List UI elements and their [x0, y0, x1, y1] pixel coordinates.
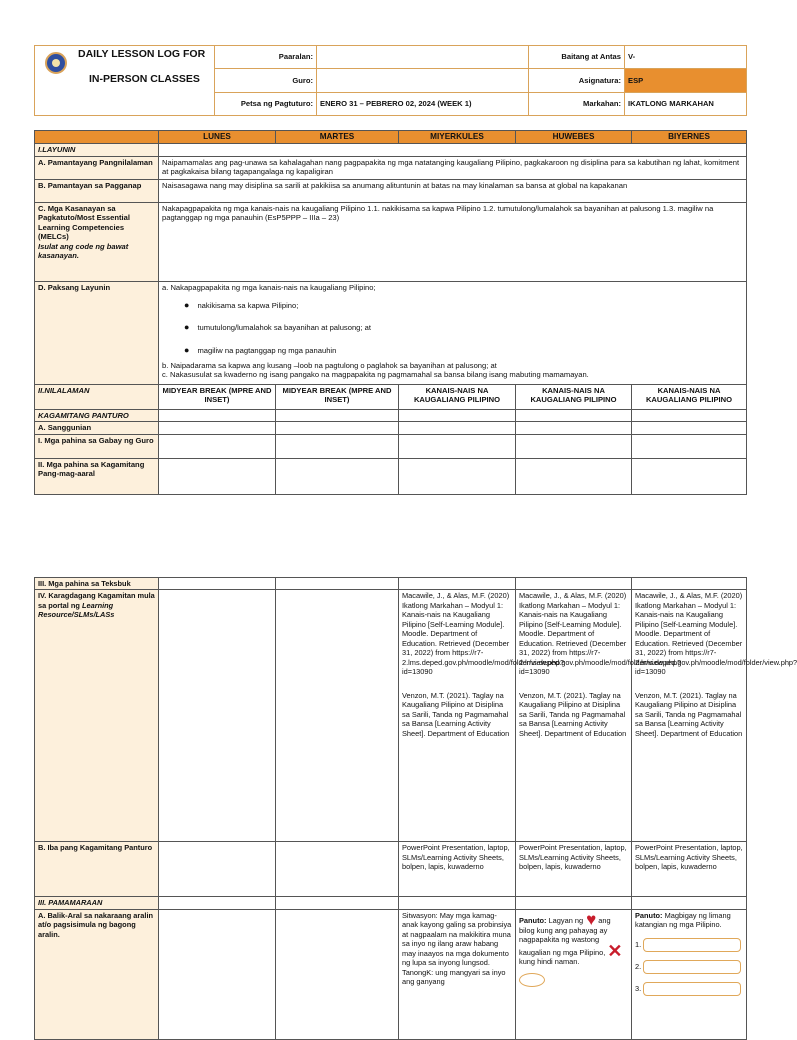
reference-2: Venzon, M.T. (2021). Taglay na Kaugaliang Pilipino at Disiplina sa Sarili, Tanda ng Pagmamahal sa Bansa [Learning Activity Sheet]. Department of Education [635, 690, 743, 738]
reference-2: Venzon, M.T. (2021). Taglay na Kaugaliang Pilipino at Disiplina sa Sarili, Tanda ng Pagmamahal sa Bansa [Learning Activity Sheet]. Department of Education [402, 690, 510, 738]
item-1-label: 1. [635, 939, 642, 949]
empty-cell[interactable] [159, 842, 276, 897]
karagdagang-kagamitan-label [35, 590, 159, 842]
day-header-lunes: LUNES [159, 131, 276, 144]
lesson-log-table-continued [34, 577, 797, 1040]
empty-cell[interactable] [276, 434, 399, 458]
melc-note: Isulat ang code ng bawat kasanayan. [38, 241, 129, 261]
paksang-bullet-2: ● tumutulong/lumalahok sa bayanihan at palusong; at [184, 322, 743, 333]
empty-cell [276, 409, 399, 421]
empty-cell [516, 409, 632, 421]
empty-cell[interactable] [516, 434, 632, 458]
references-huwebes[interactable] [516, 590, 682, 842]
petsa-value[interactable]: ENERO 31 – PEBRERO 02, 2024 (WEEK 1) [317, 93, 529, 116]
nilalaman-biyernes[interactable]: KANAIS-NAIS NA KAUGALIANG PILIPINO [632, 384, 747, 409]
empty-cell [399, 409, 516, 421]
empty-cell[interactable] [399, 434, 516, 458]
kagamitang-panturo-heading: KAGAMITANG PANTURO [35, 409, 159, 421]
iba-kagamitan-biyernes[interactable]: PowerPoint Presentation, laptop, SLMs/Learning Activity Sheets, bolpen, lapis, kuwaderno [632, 842, 747, 897]
paksang-layunin-a: a. Nakapagpapakita ng mga kanais-nais na kaugaliang Pilipino; [162, 282, 376, 292]
empty-cell[interactable] [516, 578, 632, 590]
paksang-layunin-c: c. Nakasusulat sa kwaderno ng isang pangako na magpapakita ng pagmamahal sa bansa bilang isang mabuting mamamayan. [162, 370, 589, 380]
lesson-log-table [34, 130, 747, 495]
title-line-2: IN-PERSON CLASSES [89, 73, 200, 85]
pamantayan-sa-pagganap-text[interactable]: Naisasagawa nang may disiplina sa sarili at pakikiisa sa anumang alituntunin at batas na may kinalaman sa bansa at global na kapakanan [159, 179, 747, 202]
empty-cell[interactable] [276, 590, 399, 842]
empty-cell[interactable] [276, 458, 399, 494]
empty-cell[interactable] [159, 458, 276, 494]
empty-cell[interactable] [276, 578, 399, 590]
item-2-label: 2. [635, 961, 642, 971]
asignatura-label: Asignatura: [529, 69, 625, 93]
petsa-label: Petsa ng Pagtuturo: [215, 93, 317, 116]
header-title-cell [35, 46, 215, 116]
reference-1: Macawile, J., & Alas, M.F. (2020) Ikatlong Markahan – Modyul 1: Kanais-nais na Kaugaliang Pilipino [Self-Learning Module]. Moodle. Department of Education. Retrieved (December 31, 2022) from https://r7-2.lms.deped.gov.ph/moodle/mod/folder/view.php?id=13090 [635, 591, 797, 677]
empty-cell[interactable] [399, 578, 516, 590]
day-header-martes: MARTES [276, 131, 399, 144]
layunin-heading-span [159, 144, 747, 156]
empty-cell [516, 897, 632, 909]
empty-cell[interactable] [516, 458, 632, 494]
paksang-layunin-b: b. Naipadarama sa kapwa ang kusang –loob na pagtulong o paglahok sa bayanihan at palusong; at [162, 360, 497, 370]
day-header-miyerkules: MIYERKULES [399, 131, 516, 144]
references-miyerkules[interactable] [399, 590, 565, 842]
karagdagang-label-a: IV. Karagdagang Kagamitan mula sa portal ng [38, 591, 155, 610]
header-table [34, 45, 747, 116]
day-header-huwebes: HUWEBES [516, 131, 632, 144]
empty-cell[interactable] [399, 422, 516, 434]
empty-cell[interactable] [276, 909, 399, 1039]
melc-text[interactable]: Nakapagpapakita ng mga kanais-nais na kaugaliang Pilipino 1.1. nakikisama sa kapwa Pilipino 1.2. tumutulong/lumalahok sa bayanihan at palusong 1.3. magiliw na pagtanggap ng mga panauhin (EsP5PPP – IIIa – 23) [159, 202, 747, 281]
panuto-text-c: kung hindi naman. [519, 957, 580, 967]
paksang-bullet-3: ● magiliw na pagtanggap ng mga panauhin [184, 345, 743, 356]
markahan-label: Markahan: [529, 93, 625, 116]
x-mark-icon: ✕ [607, 940, 623, 961]
balik-aral-label: A. Balik-Aral sa nakaraang aralin at/o pagsisimula ng bagong aralin. [35, 909, 159, 1039]
panuto-label: Panuto: [519, 915, 547, 925]
empty-cell[interactable] [632, 422, 747, 434]
panuto2-text: Magbigay ng limang katangian ng mga Pilipino. [635, 910, 731, 930]
sitwasyon-text[interactable]: Sitwasyon: May mga kamag-anak kayong galing sa probinsiya at nagpaalam na makikitira muna sa inyo ng ilang araw habang may inaayos na mga dokumento ng lupa sa inyong lungsod. TanongK: ung mangyari sa inyo ang ganyang [399, 909, 516, 1039]
day-header-biyernes: BIYERNES [632, 131, 747, 144]
empty-cell[interactable] [159, 590, 276, 842]
nilalaman-huwebes[interactable]: KANAIS-NAIS NA KAUGALIANG PILIPINO [516, 384, 632, 409]
paaralan-label: Paaralan: [215, 46, 317, 69]
empty-cell[interactable] [632, 434, 747, 458]
empty-cell[interactable] [159, 434, 276, 458]
paksang-layunin-cell[interactable] [159, 281, 747, 384]
answer-circle[interactable] [519, 973, 545, 987]
melc-label: C. Mga Kasanayan sa Pagkatuto/Most Essential Learning Competencies (MELCs) [38, 203, 130, 242]
panuto-biyernes-cell[interactable] [632, 909, 747, 1039]
panuto-text-b: ang bilog kung ang pahayag ay nagpapakita ng wastong kaugalian ng mga Pilipino, [519, 915, 611, 957]
nilalaman-martes[interactable]: MIDYEAR BREAK (MPRE AND INSET) [276, 384, 399, 409]
gabay-ng-guro-label: I. Mga pahina sa Gabay ng Guro [35, 434, 159, 458]
guro-value[interactable] [317, 69, 529, 93]
empty-cell [159, 897, 276, 909]
sanggunian-label: A. Sanggunian [35, 422, 159, 434]
panuto2-label: Panuto: [635, 910, 663, 920]
kagamitang-pang-mag-aaral-label: II. Mga pahina sa Kagamitang Pang-mag-aaral [35, 458, 159, 494]
reference-1: Macawile, J., & Alas, M.F. (2020) Ikatlong Markahan – Modyul 1: Kanais-nais na Kaugaliang Pilipino [Self-Learning Module]. Moodle. Department of Education. Retrieved (December 31, 2022) from https://r7-2.lms.deped.gov.ph/moodle/mod/folder/view.php?id=13090 [519, 591, 682, 677]
empty-cell[interactable] [276, 842, 399, 897]
empty-cell[interactable] [276, 422, 399, 434]
teksbuk-label: III. Mga pahina sa Teksbuk [35, 578, 159, 590]
markahan-value[interactable]: IKATLONG MARKAHAN [625, 93, 747, 116]
layunin-heading: I.LAYUNIN [35, 144, 159, 156]
pamantayang-pangnilalaman-label: A. Pamantayang Pangnilalaman [35, 156, 159, 179]
asignatura-value[interactable]: ESP [625, 69, 747, 93]
empty-cell[interactable] [399, 458, 516, 494]
iba-pang-kagamitan-label: B. Iba pang Kagamitang Panturo [35, 842, 159, 897]
answer-box-2[interactable] [643, 960, 741, 974]
nilalaman-lunes[interactable]: MIDYEAR BREAK (MPRE AND INSET) [159, 384, 276, 409]
empty-cell [632, 897, 747, 909]
iba-kagamitan-huwebes[interactable]: PowerPoint Presentation, laptop, SLMs/Learning Activity Sheets, bolpen, lapis, kuwaderno [516, 842, 632, 897]
panuto-huwebes-cell[interactable] [516, 909, 632, 1039]
pamantayan-sa-pagganap-label: B. Pamantayan sa Pagganap [35, 179, 159, 202]
melc-label-cell [35, 202, 159, 281]
empty-cell [632, 409, 747, 421]
empty-cell [399, 897, 516, 909]
empty-cell [159, 409, 276, 421]
paksang-layunin-label: D. Paksang Layunin [35, 281, 159, 384]
paaralan-value[interactable] [317, 46, 529, 69]
nilalaman-heading: II.NILALAMAN [35, 384, 159, 409]
empty-cell[interactable] [159, 578, 276, 590]
baitang-label: Baitang at Antas [529, 46, 625, 69]
empty-cell[interactable] [516, 422, 632, 434]
baitang-value[interactable]: V- [625, 46, 747, 69]
karagdagang-label-b: Learning Resource/SLMs/LASs [38, 600, 115, 620]
pamamaraan-heading: III. PAMAMARAAN [35, 897, 159, 909]
empty-cell[interactable] [159, 422, 276, 434]
paksang-bullet-1: ● nakikisama sa kapwa Pilipino; [184, 300, 743, 311]
answer-box-1[interactable] [643, 938, 741, 952]
panuto-text-a: Lagyan ng [546, 915, 584, 925]
empty-cell[interactable] [159, 909, 276, 1039]
answer-box-3[interactable] [643, 982, 741, 996]
heart-icon: ♥ [586, 909, 597, 929]
pamantayang-pangnilalaman-text[interactable]: Naipamamalas ang pag-unawa sa kahalagahan nang pagpapakita ng mga natatanging kaugaliang Pilipino, pagkakaroon ng disiplina para sa kabutihan ng lahat, komitment at pagkakaisa bilang tagapangalaga ng kapaligiran [159, 156, 747, 179]
reference-1: Macawile, J., & Alas, M.F. (2020) Ikatlong Markahan – Modyul 1: Kanais-nais na Kaugaliang Pilipino [Self-Learning Module]. Moodle. Department of Education. Retrieved (December 31, 2022) from https://r7-2.lms.deped.gov.ph/moodle/mod/folder/view.php?id=13090 [402, 591, 565, 677]
corner-header-cell [35, 131, 159, 144]
reference-2: Venzon, M.T. (2021). Taglay na Kaugaliang Pilipino at Disiplina sa Sarili, Tanda ng Pagmamahal sa Bansa [Learning Activity Sheet]. Department of Education [519, 690, 627, 738]
empty-cell [276, 897, 399, 909]
title-line-1: DAILY LESSON LOG FOR [78, 48, 206, 60]
empty-cell[interactable] [632, 458, 747, 494]
empty-cell[interactable] [632, 578, 747, 590]
guro-label: Guro: [215, 69, 317, 93]
nilalaman-miyerkules[interactable]: KANAIS-NAIS NA KAUGALIANG PILIPINO [399, 384, 516, 409]
references-biyernes[interactable] [632, 590, 797, 842]
item-3-label: 3. [635, 983, 642, 993]
iba-kagamitan-miyerkules[interactable]: PowerPoint Presentation, laptop, SLMs/Learning Activity Sheets, bolpen, lapis, kuwaderno [399, 842, 516, 897]
